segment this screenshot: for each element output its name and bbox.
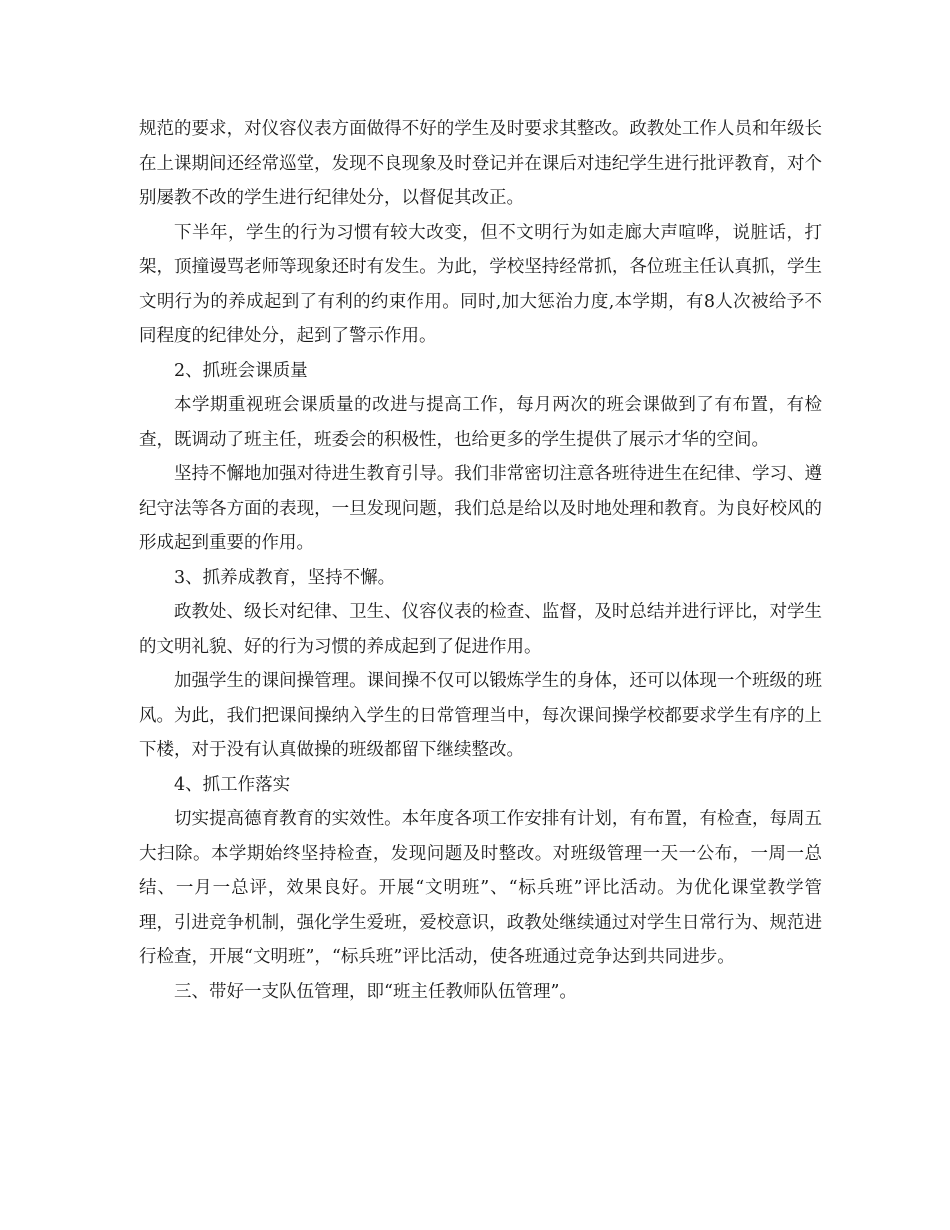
section-heading-work-implementation: 4、抓工作落实 [174,774,291,795]
section-heading-habit-education: 3、抓养成教育，坚持不懈。 [174,567,396,588]
paragraph-underachiever-guidance: 坚持不懈地加强对待进生教育引导。我们非常密切注意各班待进生在纪律、学习、遵纪守法等各方面的表现，一旦发现问题，我们总是给以及时地处理和教育。为良好校风的形成起到重要的作用。 [139,464,822,553]
paragraph-exercise-management: 加强学生的课间操管理。课间操不仅可以锻炼学生的身体，还可以体现一个班级的班风。为此，我们把课间操纳入学生的日常管理当中，每次课间操学校都要求学生有序的上下楼，对于没有认真做操的班级都留下继续整改。 [139,671,822,760]
paragraph-class-meeting: 本学期重视班会课质量的改进与提高工作，每月两次的班会课做到了有布置，有检查，既调动了班主任，班委会的积极性，也给更多的学生提供了展示才华的空间。 [139,395,822,450]
paragraph-continuation: 规范的要求，对仪容仪表方面做得不好的学生及时要求其整改。政教处工作人员和年级长在上课期间还经常巡堂，发现不良现象及时登记并在课后对违纪学生进行批评教育，对个别屡教不改的学生进行纪律处分，以督促其改正。 [139,119,822,208]
document-body [139,112,822,1009]
paragraph-effectiveness: 切实提高德育教育的实效性。本年度各项工作安排有计划，有布置，有检查，每周五大扫除。本学期始终坚持检查，发现问题及时整改。对班级管理一天一公布，一周一总结、一月一总评，效果良好。开展“文明班”、“标兵班”评比活动。为优化课堂教学管理，引进竞争机制，强化学生爱班，爱校意识，政教处继续通过对学生日常行为、规范进行检查，开展“文明班”，“标兵班”评比活动，使各班通过竞争达到共同进步。 [139,809,822,967]
section-heading-class-meeting: 2、抓班会课质量 [174,360,308,381]
paragraph-inspection: 政教处、级长对纪律、卫生、仪容仪表的检查、监督，及时总结并进行评比，对学生的文明礼貌、好的行为习惯的养成起到了促进作用。 [139,602,822,657]
paragraph-behavior-habits: 下半年，学生的行为习惯有较大改变，但不文明行为如走廊大声喧哗，说脏话，打架，顶撞谩骂老师等现象还时有发生。为此，学校坚持经常抓，各位班主任认真抓，学生文明行为的养成起到了有利的约束作用。同时,加大惩治力度,本学期，有8人次被给予不同程度的纪律处分，起到了警示作用。 [139,222,822,346]
section-heading-team-management: 三、带好一支队伍管理，即“班主任教师队伍管理”。 [174,981,577,1002]
